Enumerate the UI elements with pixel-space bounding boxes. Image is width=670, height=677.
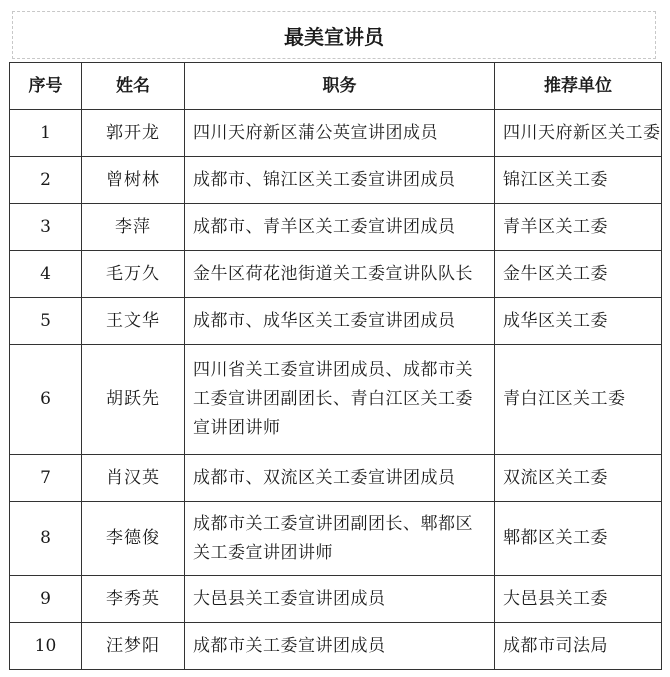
table-row [10, 204, 662, 251]
table-row [10, 345, 662, 455]
row-number: 10 [10, 623, 82, 670]
header-unit: 推荐单位 [495, 63, 662, 110]
table-row [10, 251, 662, 298]
row-unit: 青白江区关工委 [495, 345, 662, 455]
row-name: 曾树林 [82, 157, 185, 204]
row-number: 4 [10, 251, 82, 298]
row-number: 7 [10, 455, 82, 502]
row-unit: 大邑县关工委 [495, 576, 662, 623]
awards-table [9, 62, 662, 670]
row-unit: 青羊区关工委 [495, 204, 662, 251]
row-name: 汪梦阳 [82, 623, 185, 670]
row-role: 大邑县关工委宣讲团成员 [185, 576, 495, 623]
table-row [10, 623, 662, 670]
row-name: 毛万久 [82, 251, 185, 298]
header-name: 姓名 [82, 63, 185, 110]
row-unit: 郫都区关工委 [495, 502, 662, 576]
row-role: 成都市关工委宣讲团副团长、郫都区关工委宣讲团讲师 [185, 502, 495, 576]
table-row [10, 110, 662, 157]
row-name: 肖汉英 [82, 455, 185, 502]
row-role: 成都市、青羊区关工委宣讲团成员 [185, 204, 495, 251]
row-unit: 四川天府新区关工委 [495, 110, 662, 157]
row-role: 成都市关工委宣讲团成员 [185, 623, 495, 670]
row-number: 8 [10, 502, 82, 576]
row-unit: 成都市司法局 [495, 623, 662, 670]
row-name: 郭开龙 [82, 110, 185, 157]
table-title: 最美宣讲员 [12, 11, 656, 59]
row-name: 胡跃先 [82, 345, 185, 455]
row-role: 成都市、双流区关工委宣讲团成员 [185, 455, 495, 502]
header-role: 职务 [185, 63, 495, 110]
row-number: 1 [10, 110, 82, 157]
row-number: 2 [10, 157, 82, 204]
row-role: 成都市、成华区关工委宣讲团成员 [185, 298, 495, 345]
row-number: 6 [10, 345, 82, 455]
row-name: 李秀英 [82, 576, 185, 623]
row-unit: 金牛区关工委 [495, 251, 662, 298]
header-number: 序号 [10, 63, 82, 110]
row-role: 成都市、锦江区关工委宣讲团成员 [185, 157, 495, 204]
table-row [10, 157, 662, 204]
table-row [10, 298, 662, 345]
table-row [10, 455, 662, 502]
header-row [10, 63, 662, 110]
table-row [10, 502, 662, 576]
row-role: 四川天府新区蒲公英宣讲团成员 [185, 110, 495, 157]
row-number: 3 [10, 204, 82, 251]
row-number: 5 [10, 298, 82, 345]
row-unit: 成华区关工委 [495, 298, 662, 345]
table-row [10, 576, 662, 623]
row-unit: 锦江区关工委 [495, 157, 662, 204]
row-role: 四川省关工委宣讲团成员、成都市关工委宣讲团副团长、青白江区关工委宣讲团讲师 [185, 345, 495, 455]
row-name: 李德俊 [82, 502, 185, 576]
row-name: 李萍 [82, 204, 185, 251]
row-number: 9 [10, 576, 82, 623]
row-name: 王文华 [82, 298, 185, 345]
row-unit: 双流区关工委 [495, 455, 662, 502]
row-role: 金牛区荷花池街道关工委宣讲队队长 [185, 251, 495, 298]
